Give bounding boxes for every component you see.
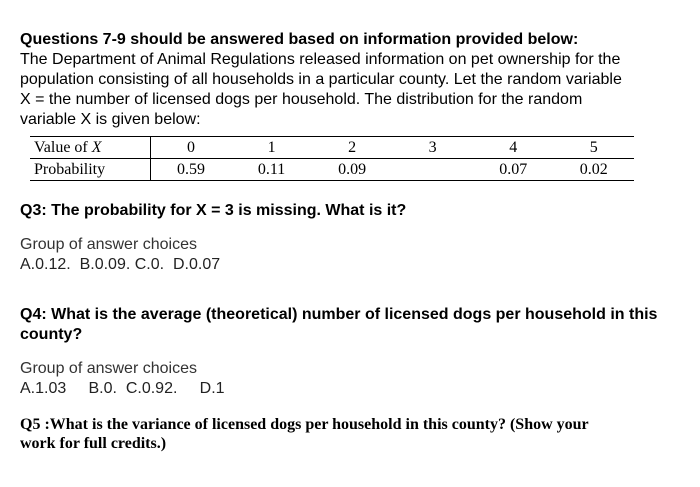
question-5-line-1: Q5 :What is the variance of licensed dogs per household in this county? (Show your [20,416,589,433]
intro-line-3: X = the number of licensed dogs per household. The distribution for the random [20,91,583,108]
choices-label: Group of answer choices [20,360,197,377]
question-4-title-line-1: Q4: What is the average (theoretical) number of licensed dogs per household in this [20,306,658,323]
value-cell: 4 [473,137,554,159]
question-4 [20,305,686,399]
probability-row [30,159,634,181]
probability-cell: 0.09 [312,159,393,181]
probability-cell: 0.02 [553,159,634,181]
value-row [30,137,634,159]
value-row-header [30,137,150,159]
intro-line-4: variable X is given below: [20,111,201,128]
probability-cell: 0.07 [473,159,554,181]
question-4-answer-options: A.1.03 B.0. C.0.92. D.1 [20,380,225,397]
question-5-line-2: work for full credits.) [20,435,167,452]
question-3-answer-options: A.0.12. B.0.09. C.0. D.0.07 [20,256,221,273]
question-4-title-line-2: county? [20,326,83,343]
question-3-title: Q3: The probability for X = 3 is missing. What is it? [20,202,407,219]
value-cell: 2 [312,137,393,159]
value-cell: 1 [231,137,312,159]
question-3 [20,201,686,275]
question-5 [20,415,686,453]
question-3-choices [20,235,686,275]
intro-heading: Questions 7-9 should be answered based on information provided below: [20,31,579,48]
choices-label: Group of answer choices [20,236,197,253]
intro-line-2: population consisting of all households in a particular county. Let the random variable [20,71,622,88]
distribution-table [30,136,634,181]
value-label-var: X [91,139,102,156]
probability-cell-missing [392,159,473,181]
question-4-choices [20,359,686,399]
probability-cell: 0.11 [231,159,312,181]
probability-row-header: Probability [30,159,150,181]
value-cell: 0 [150,137,231,159]
intro-line-1: The Department of Animal Regulations released information on pet ownership for the [20,51,621,68]
question-document [20,30,686,453]
probability-cell: 0.59 [150,159,231,181]
value-label-prefix: Value of [34,139,92,156]
value-cell: 5 [553,137,634,159]
value-cell: 3 [392,137,473,159]
intro-section [20,30,686,130]
